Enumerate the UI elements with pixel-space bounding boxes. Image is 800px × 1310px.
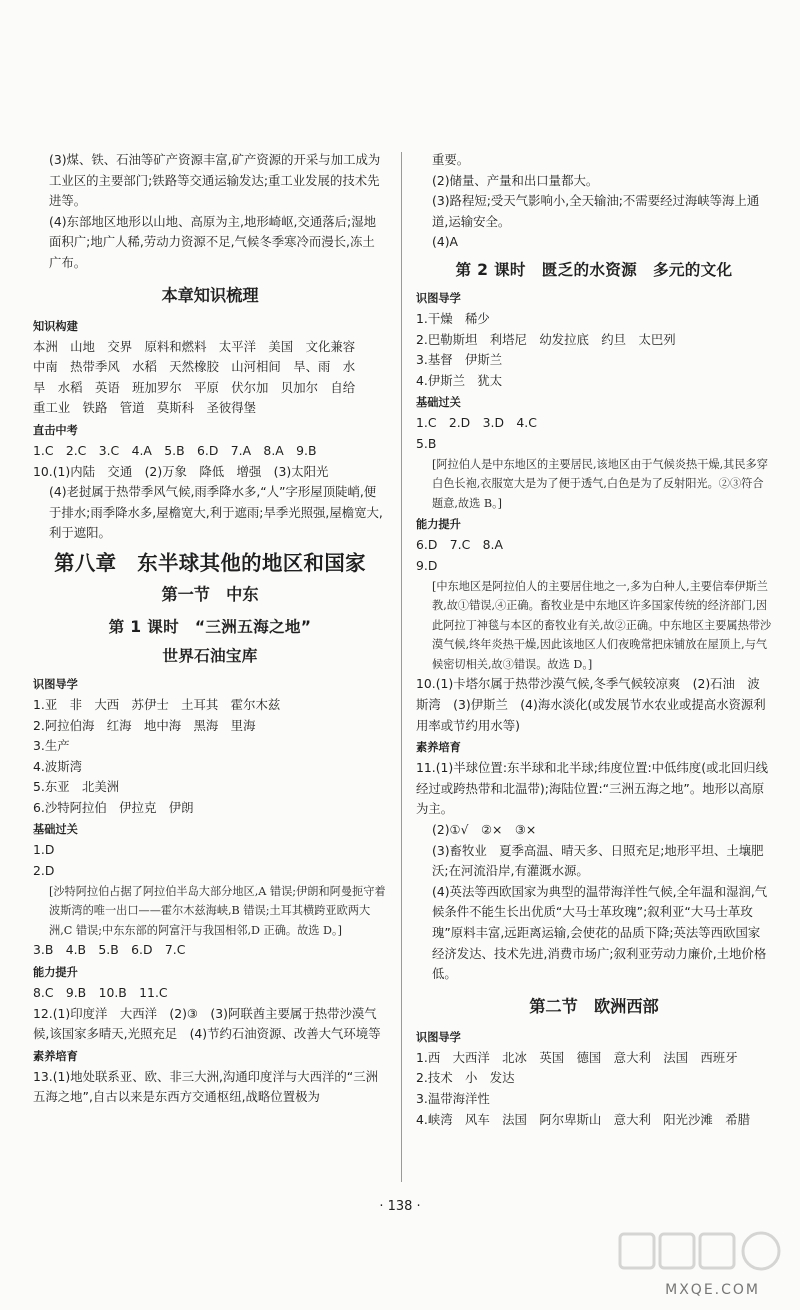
explanation-note: [中东地区是阿拉伯人的主要居住地之一,多为白种人,主要信奉伊斯兰教,故①错误,④正确。畜牧业是中东地区许多国家传统的经济部门,因此阿拉丁神毯与本区的畜牧业有关,故②正确。中东地区主要属热带沙漠气候,终年炎热干燥,因此该地区人们夜晚常把床铺放在屋顶上,与气候密切相关,故③错误。故选 D。] — [432, 579, 772, 671]
label-ability: 能力提升 — [33, 966, 78, 980]
answer-line: 4.峡湾 风车 法国 阿尔卑斯山 意大利 阳光沙滩 希腊 — [416, 1111, 750, 1127]
answer-paragraph: (4)A — [432, 234, 459, 250]
answer-paragraph: (2)①√ ②× ③× — [432, 822, 537, 838]
answer-line: 4.伊斯兰 犹太 — [416, 372, 503, 388]
answer-line: 6.D 7.C 8.A — [416, 537, 503, 553]
label-map-guide: 识图导学 — [33, 677, 78, 691]
answer-line: 旱 水稻 英语 班加罗尔 平原 伏尔加 贝加尔 自给 — [33, 379, 356, 395]
left-column — [33, 150, 387, 1108]
answer-line: 1.D — [33, 842, 55, 858]
lesson-heading-sub: 世界石油宝库 — [162, 646, 258, 665]
explanation-note: [沙特阿拉伯占据了阿拉伯半岛大部分地区,A 错误;伊朗和阿曼扼守着波斯湾的唯一出口——霍尔木兹海峡,B 错误;土耳其横跨亚欧两大洲,C 错误;中东东部的阿富汗与我国相邻,D 正确。故选 D。] — [49, 884, 386, 937]
answer-line: 10.(1)卡塔尔属于热带沙漠气候,冬季气候较凉爽 (2)石油 波斯湾 (3)伊斯兰 (4)海水淡化(或发展节水农业或提高水资源利用率或节约用水等) — [416, 676, 766, 733]
answer-line: 3.生产 — [33, 738, 70, 754]
section-heading: 第一节 中东 — [161, 584, 259, 604]
label-exam: 直击中考 — [33, 423, 78, 437]
answer-line: 13.(1)地处联系亚、欧、非三大洲,沟通印度洋与大西洋的“三洲五海之地”,自古以来是东西方交通枢纽,战略位置极为 — [33, 1068, 378, 1105]
label-map-guide: 识图导学 — [416, 1030, 461, 1044]
answer-line: 中南 热带季风 水稻 天然橡胶 山河相间 旱、雨 水 — [33, 359, 356, 375]
answer-paragraph: (2)储量、产量和出口量都大。 — [432, 172, 599, 188]
answer-line: 2.D — [33, 863, 55, 879]
answer-line: 2.技术 小 发达 — [416, 1070, 515, 1086]
answer-line: 3.B 4.B 5.B 6.D 7.C — [33, 942, 186, 958]
answer-line: 1.干燥 稀少 — [416, 310, 490, 326]
answer-line: 12.(1)印度洋 大西洋 (2)③ (3)阿联酋主要属于热带沙漠气候,该国家多晴天,光照充足 (4)节约石油资源、改善大气环境等 — [33, 1005, 381, 1042]
answer-line: 1.西 大西洋 北冰 英国 德国 意大利 法国 西班牙 — [416, 1049, 738, 1065]
answer-line: 5.东亚 北美洲 — [33, 779, 120, 795]
label-map-guide: 识图导学 — [416, 291, 461, 305]
answer-line: 4.波斯湾 — [33, 758, 82, 774]
answer-line: 11.(1)半球位置:东半球和北半球;纬度位置:中低纬度(或北回归线经过或跨热带和北温带);海陆位置:“三洲五海之地”。地形以高原为主。 — [416, 760, 768, 817]
label-knowledge-building: 知识构建 — [33, 319, 78, 333]
answer-line: 3.基督 伊斯兰 — [416, 352, 503, 368]
column-divider — [401, 152, 402, 1182]
answer-paragraph: (4)老挝属于热带季风气候,雨季降水多,“人”字形屋顶陡峭,便于排水;雨季降水多,屋檐宽大,利于遮雨;旱季光照强,屋檐宽大,利于遮阳。 — [49, 484, 383, 541]
answer-paragraph: (4)东部地区地形以山地、高原为主,地形崎岖,交通落后;湿地面积广;地广人稀,劳动力资源不足,气候冬季寒冷而漫长,冻土广布。 — [49, 213, 376, 270]
answer-line: 2.阿拉伯海 红海 地中海 黑海 里海 — [33, 717, 256, 733]
answer-paragraph: (4)英法等西欧国家为典型的温带海洋性气候,全年温和湿润,气候条件不能生长出优质“大马士革玫瑰”;叙利亚“大马士革玫瑰”原料丰富,远距离运输,会使花的品质下降;英法等西欧国家经济发达、技术先进,消费市场广;叙利亚劳动力廉价,土地价格低。 — [432, 883, 768, 982]
answer-line: 5.B — [416, 435, 437, 451]
answer-line: 8.C 9.B 10.B 11.C — [33, 985, 168, 1001]
label-basic: 基础过关 — [416, 396, 461, 410]
answer-line: 1.C 2.C 3.C 4.A 5.B 6.D 7.A 8.A 9.B — [33, 442, 317, 458]
answer-line: 1.C 2.D 3.D 4.C — [416, 415, 537, 431]
label-quality: 素养培育 — [416, 741, 461, 755]
lesson-heading: 第 2 课时 匮乏的水资源 多元的文化 — [455, 260, 733, 279]
right-column — [416, 150, 772, 1130]
lesson-heading: 第 1 课时 “三洲五海之地” — [108, 617, 312, 636]
answer-paragraph: (3)煤、铁、石油等矿产资源丰富,矿产资源的开采与加工成为工业区的主要部门;铁路等交通运输发达;重工业发展的技术先进等。 — [49, 152, 381, 209]
label-basic: 基础过关 — [33, 823, 78, 837]
answer-line: 本洲 山地 交界 原料和燃料 太平洋 美国 文化兼容 — [33, 338, 356, 354]
answer-line: 3.温带海洋性 — [416, 1090, 490, 1106]
answer-line: 1.亚 非 大西 苏伊士 土耳其 霍尔木兹 — [33, 696, 281, 712]
answer-paragraph: 重要。 — [432, 152, 470, 167]
page-number: · 138 · — [379, 1199, 421, 1214]
section-heading: 第二节 欧洲西部 — [529, 996, 659, 1016]
label-ability: 能力提升 — [416, 518, 461, 532]
answer-paragraph: (3)畜牧业 夏季高温、晴天多、日照充足;地形平坦、土壤肥沃;在河流沿岸,有灌溉水源。 — [432, 842, 764, 879]
explanation-note: [阿拉伯人是中东地区的主要居民,该地区由于气候炎热干燥,其民多穿白色长袍,衣服宽大是为了便于透气,白色是为了反射阳光。②③符合题意,故选 B。] — [432, 457, 768, 510]
answer-line: 2.巴勒斯坦 利塔尼 幼发拉底 约旦 太巴列 — [416, 331, 676, 347]
label-quality: 素养培育 — [33, 1049, 78, 1063]
answer-line: 9.D — [416, 557, 438, 573]
answer-paragraph: (3)路程短;受天气影响小,全天输油;不需要经过海峡等海上通道,运输安全。 — [432, 193, 760, 229]
section-heading-chapter-review: 本章知识梳理 — [161, 285, 259, 305]
chapter-heading: 第八章 东半球其他的地区和国家 — [54, 550, 366, 575]
watermark-text: MXQE.COM — [665, 1282, 760, 1298]
answer-line: 10.(1)内陆 交通 (2)万象 降低 增强 (3)太阳光 — [33, 463, 329, 479]
answer-line: 重工业 铁路 管道 莫斯科 圣彼得堡 — [33, 400, 257, 416]
answer-line: 6.沙特阿拉伯 伊拉克 伊朗 — [33, 799, 194, 815]
